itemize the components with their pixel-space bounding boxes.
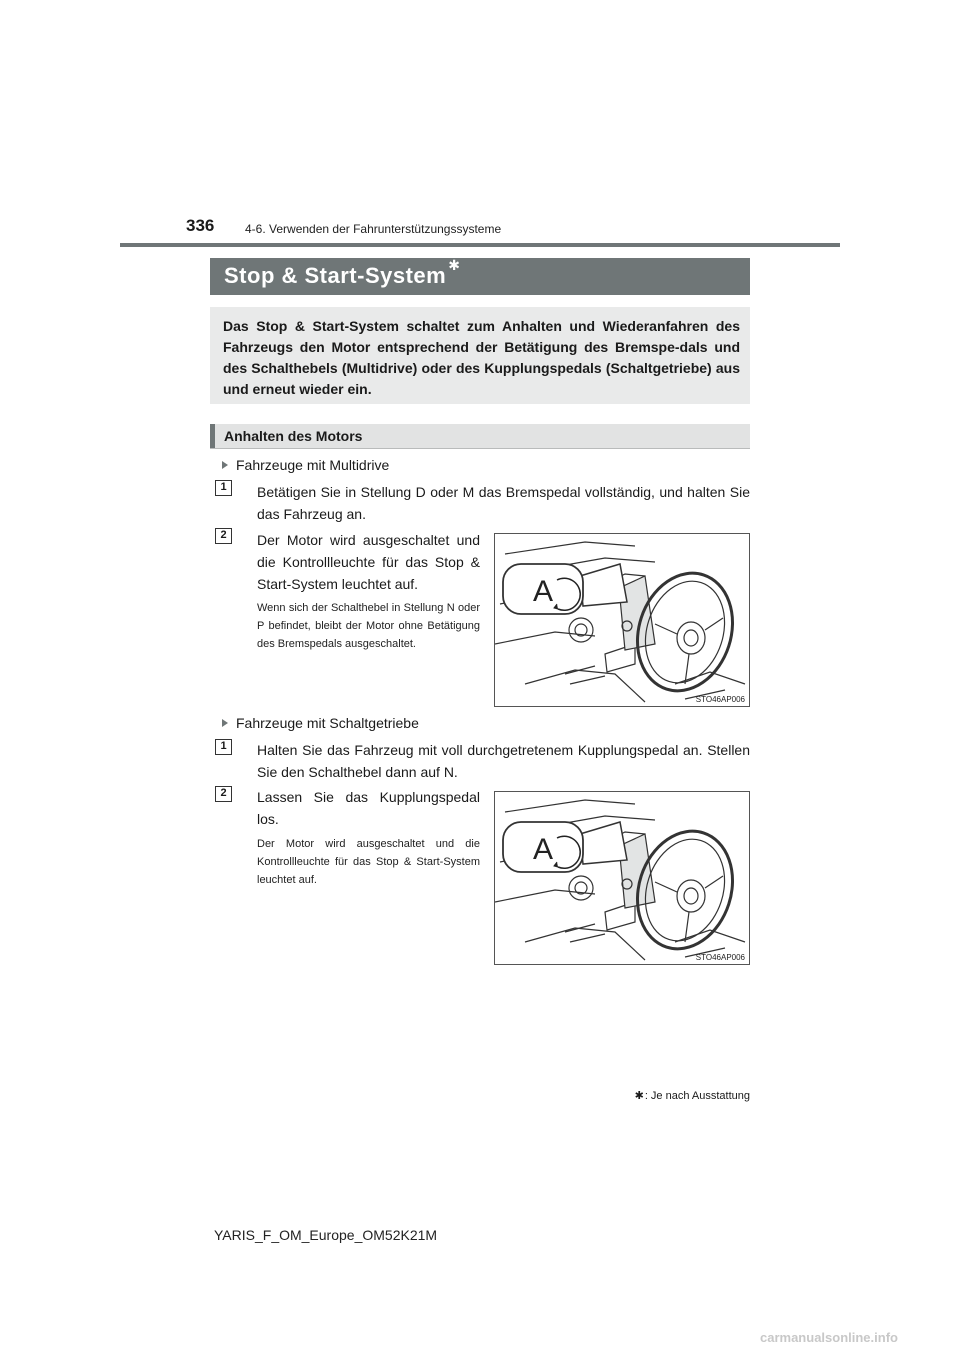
footnote-text: : Je nach Ausstattung (644, 1090, 750, 1102)
step-number-badge: 2 (215, 786, 232, 802)
dashboard-illustration (494, 533, 750, 707)
page-title (224, 257, 461, 289)
callout-label: A (532, 833, 554, 866)
subsection-bar (210, 424, 750, 449)
dashboard-drawing (495, 792, 749, 964)
manual-heading (222, 715, 419, 731)
triangle-bullet-icon (222, 461, 228, 469)
page-title-bar (210, 258, 750, 295)
asterisk-icon: ✱ (448, 257, 461, 273)
document-id: YARIS_F_OM_Europe_OM52K21M (214, 1227, 438, 1243)
multidrive-step1-text: Betätigen Sie in Stellung D oder M das Bremspedal vollständig, und halten Sie das Fahrzeug an. (257, 484, 750, 522)
footnote (635, 1089, 750, 1102)
callout-label: A (532, 575, 554, 608)
manual-step1-text: Halten Sie das Fahrzeug mit voll durchgetretenem Kupplungspedal an. Stellen Sie den Schalthebel dann auf N. (257, 742, 750, 780)
intro-text: Das Stop & Start-System schaltet zum Anhalten und Wiederanfahren des Fahrzeugs den Motor entsprechend der Betätigung des Bremspe-dals und des Schalthebels (Multidrive) oder des Kupplungspedals (Schaltgetriebe) aus und erneut wieder ein. (223, 318, 740, 397)
manual-heading-text: Fahrzeuge mit Schaltgetriebe (236, 715, 419, 731)
header-divider (120, 243, 840, 247)
page-title-text: Stop & Start-System (224, 263, 447, 288)
step-number-badge: 1 (215, 480, 232, 496)
multidrive-heading-text: Fahrzeuge mit Multidrive (236, 457, 390, 473)
illustration-code: STO46AP006 (695, 953, 745, 962)
subsection-title: Anhalten des Motors (224, 428, 363, 444)
illustration-code: STO46AP006 (695, 695, 745, 704)
section-header: 4-6. Verwenden der Fahrunterstützungssysteme (245, 222, 502, 236)
multidrive-heading (222, 457, 389, 473)
page-number: 336 (186, 216, 215, 235)
manual-step2-note: Der Motor wird ausgeschaltet und die Kontrollleuchte für das Stop & Start-System leuchtet auf. (257, 838, 480, 886)
manual-step2-text: Lassen Sie das Kupplungspedal los. (257, 789, 480, 827)
intro-box (210, 307, 750, 404)
step-number-badge: 1 (215, 739, 232, 755)
subsection-accent (210, 424, 215, 448)
asterisk-icon: ✱ (634, 1090, 644, 1102)
multidrive-step2-text: Der Motor wird ausgeschaltet und die Kontrollleuchte für das Stop & Start-System leuchtet auf. (257, 532, 480, 592)
dashboard-illustration (494, 791, 750, 965)
step-number-badge: 2 (215, 528, 232, 544)
dashboard-drawing (495, 534, 749, 706)
watermark: carmanualsonline.info (760, 1330, 898, 1345)
multidrive-step2-note: Wenn sich der Schalthebel in Stellung N oder P befindet, bleibt der Motor ohne Betätigung des Bremspedals ausgeschaltet. (257, 602, 480, 650)
triangle-bullet-icon (222, 719, 228, 727)
